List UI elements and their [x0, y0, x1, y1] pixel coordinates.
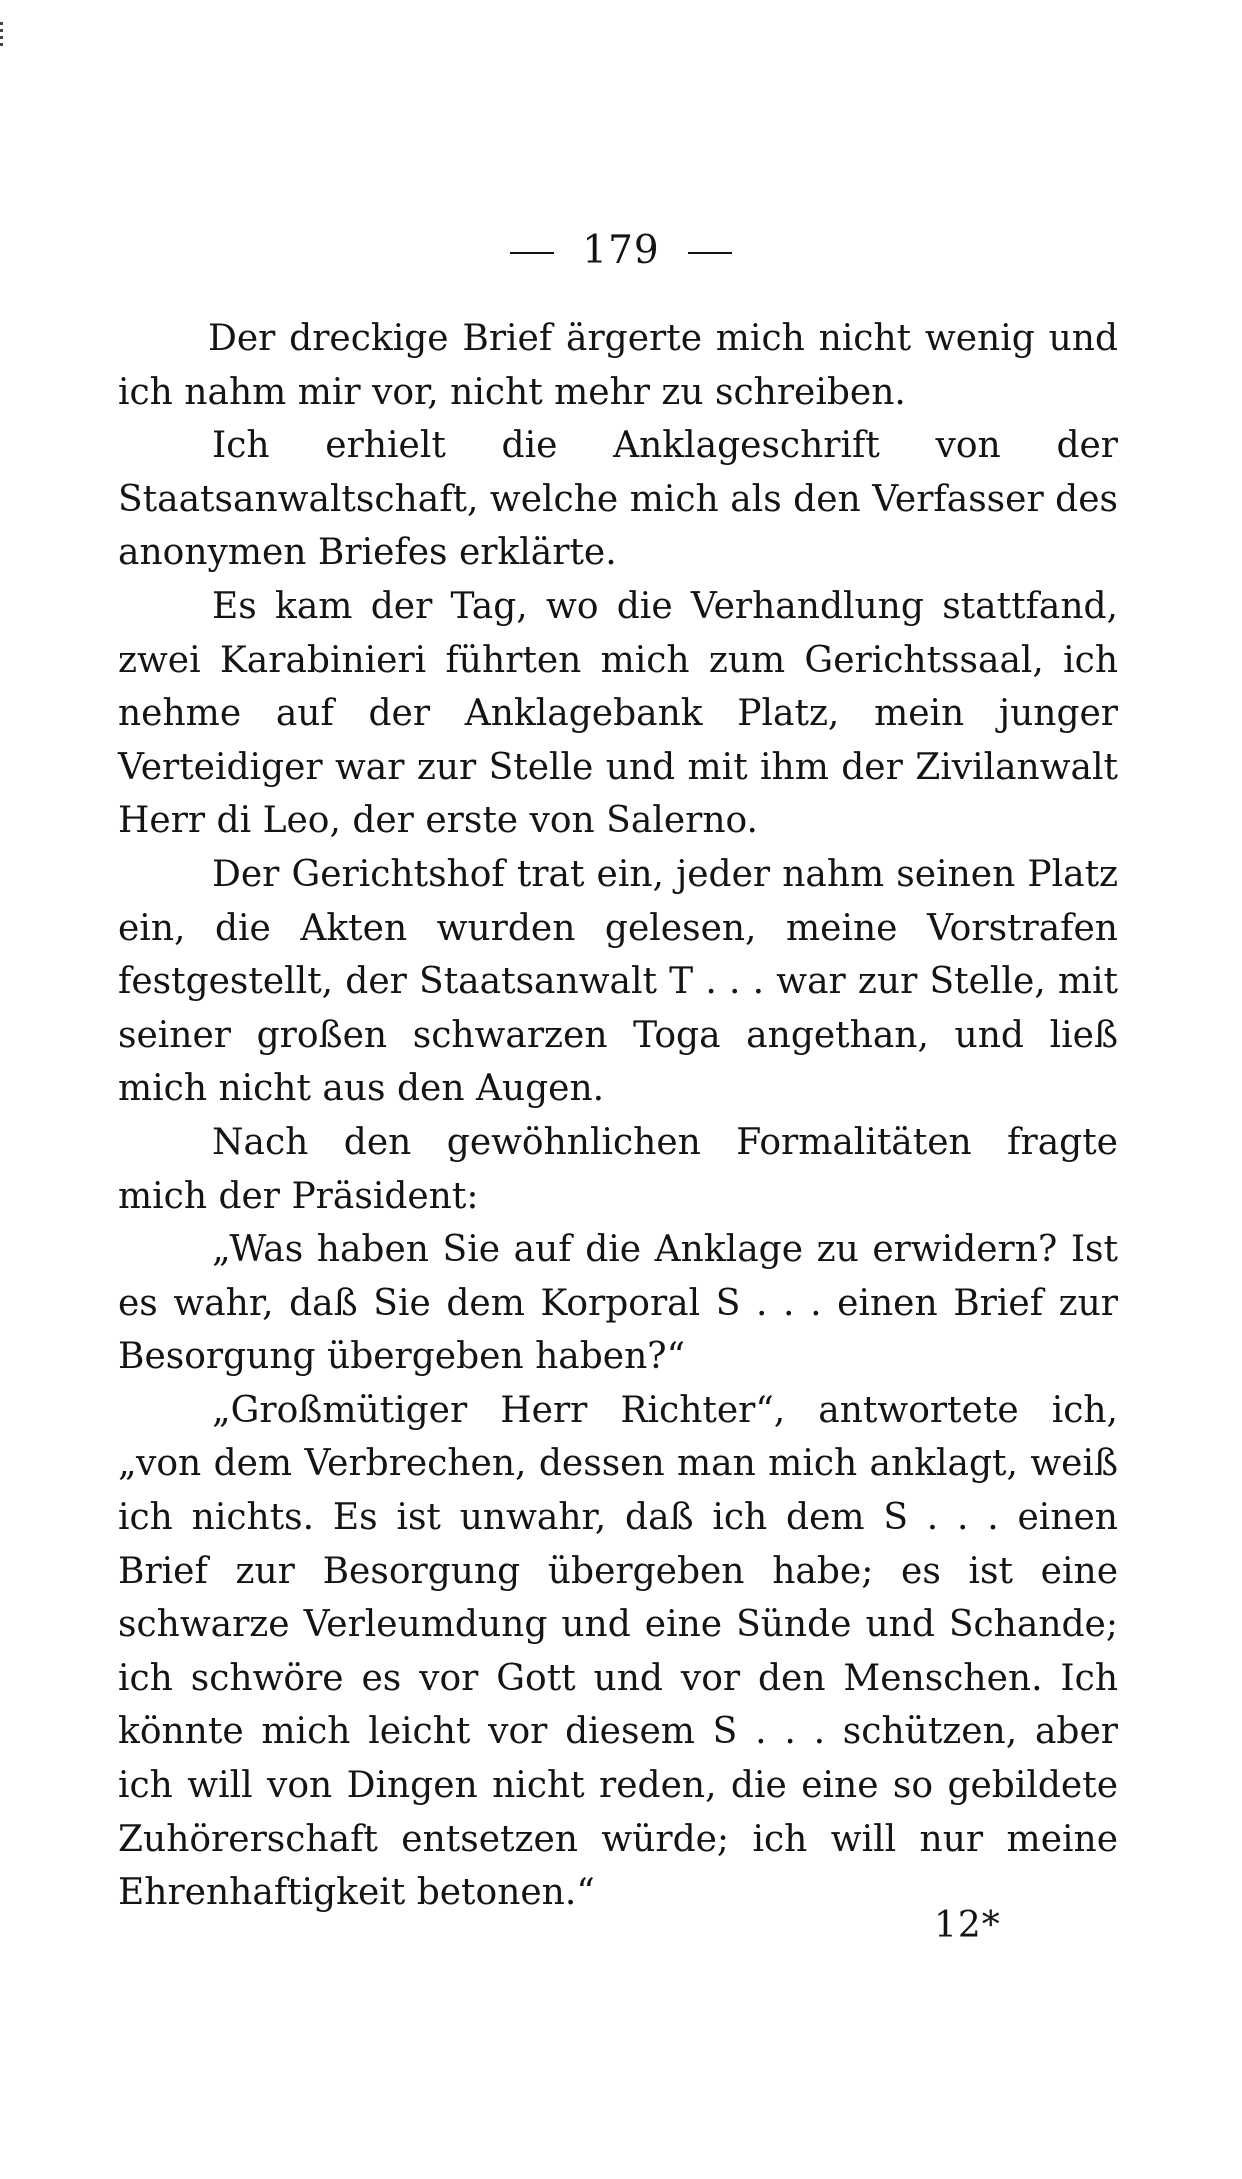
paragraph-4: Der Gerichtshof trat ein, jeder nahm seinen Platz ein, die Akten wurden gelesen, meine Vorstrafen festgestellt, der Staatsanwalt T . . . war zur Stelle, mit seiner großen schwarzen Toga angethan, und ließ mich nicht aus den Augen. [118, 853, 1118, 1110]
header-dash-right [688, 252, 732, 254]
paragraph-5: Nach den gewöhnlichen Formalitäten fragte mich der Präsident: [118, 1121, 1118, 1217]
paragraph-6-question: „Was haben Sie auf die Anklage zu erwidern? Ist es wahr, daß Sie dem Korporal S . . . einen Brief zur Besorgung übergeben haben?“ [118, 1229, 1118, 1378]
scan-edge-mark [0, 22, 3, 46]
paragraph-1: Der dreckige Brief ärgerte mich nicht wenig und ich nahm mir vor, nicht mehr zu schreiben. [118, 318, 1118, 413]
signature-mark: 12* [934, 1905, 1001, 1946]
paragraph-3: Es kam der Tag, wo die Verhandlung stattfand, zwei Karabinieri führten mich zum Gerichtssaal, ich nehme auf der Anklagebank Platz, mein junger Verteidiger war zur Stelle und mit ihm der Zivilanwalt Herr di Leo, der erste von Salerno. [118, 585, 1118, 842]
page-header [0, 228, 1242, 273]
page-number: 179 [582, 228, 660, 273]
paragraph-7-answer: „Großmütiger Herr Richter“, antwortete ich, „von dem Verbrechen, dessen man mich anklagt, weiß ich nichts. Es ist unwahr, daß ich dem S . . . einen Brief zur Besorgung übergeben habe; es ist eine schwarze Verleumdung und eine Sünde und Schande; ich schwöre es vor Gott und vor den Menschen. Ich könnte mich leicht vor diesem S . . . schützen, aber ich will von Dingen nicht reden, die eine so gebildete Zuhörerschaft entsetzen würde; ich will nur meine Ehrenhaftigkeit betonen.“ [118, 1389, 1118, 1914]
paragraph-2: Ich erhielt die Anklageschrift von der Staatsanwaltschaft, welche mich als den Verfasser des anonymen Briefes erklärte. [118, 425, 1118, 574]
body-text [118, 312, 1118, 1920]
header-dash-left [510, 252, 554, 254]
